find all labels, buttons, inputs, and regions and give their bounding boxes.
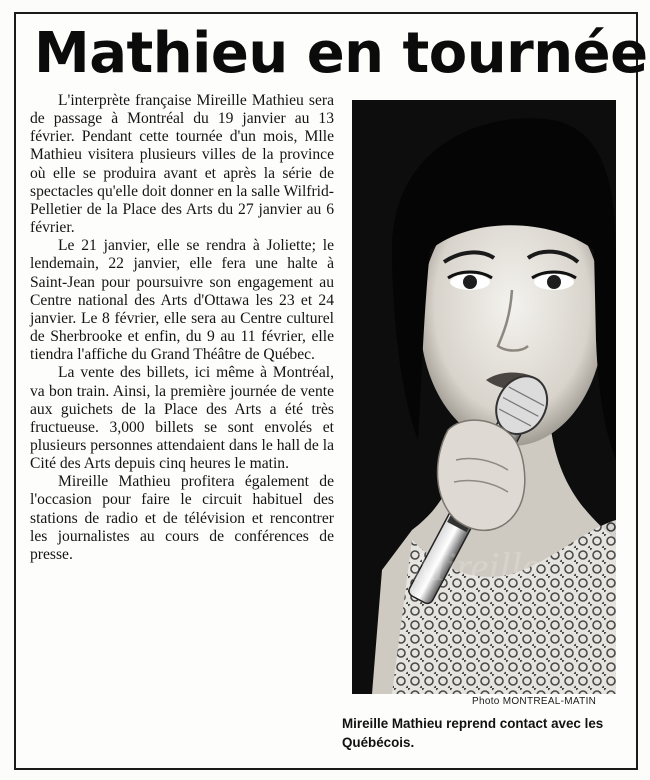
article-paragraph: Le 21 janvier, elle se rendra à Joliette; le lendemain, 22 janvier, elle fera une halte à Saint-Jean pour poursuivre son engagement au Centre national des Arts d'Ottawa les 23 et 24 janvier. Le 8 février, elle sera au Centre culturel de Sherbrooke et enfin, du 9 au 11 février, elle tiendra l'affiche du Grand Théâtre de Québec.	[30, 237, 334, 364]
article-body	[30, 92, 334, 564]
article-paragraph: La vente des billets, ici même à Montréal, va bon train. Ainsi, la première journée de vente aux guichets de la Place des Arts a été très fructueuse. 3,000 billets se sont envolés et plusieurs personnes attendaient dans le hall de la Cité des Arts depuis cinq heures le matin.	[30, 364, 334, 473]
portrait-illustration	[352, 100, 616, 694]
photo-caption: Mireille Mathieu reprend contact avec les Québécois.	[342, 716, 604, 750]
svg-text:Mireille: Mireille	[412, 544, 540, 589]
photo-credit: Photo MONTREAL-MATIN	[472, 696, 597, 707]
article-paragraph: L'interprète française Mireille Mathieu sera de passage à Montréal du 19 janvier au 13 février. Pendant cette tournée d'un mois, Mlle Mathieu visitera plusieurs villes de la province où elle se produira avant et après la série de spectacles qu'elle doit donner en la salle Wilfrid-Pelletier de la Place des Arts du 27 janvier au 6 février.	[30, 92, 334, 237]
article-paragraph: Mireille Mathieu profitera également de l'occasion pour faire le circuit habituel des stations de radio et de télévision et rencontrer les journalistes au cours de conférences de presse.	[30, 473, 334, 563]
headline: Mathieu en tournée	[34, 21, 648, 86]
singer-portrait-photo	[352, 100, 616, 694]
